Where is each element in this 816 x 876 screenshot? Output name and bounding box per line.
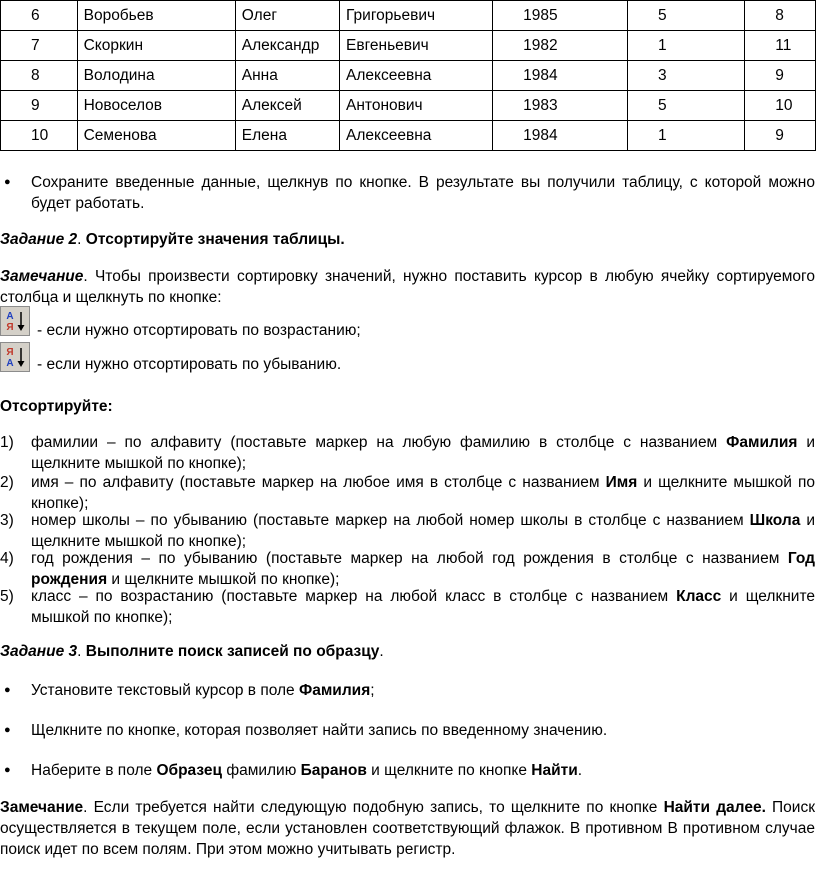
table-cell: Олег [235,1,339,31]
table-cell: 1983 [493,91,628,121]
sort-ascending-text: - если нужно отсортировать по возрастанию; [37,322,361,339]
bullet-icon: ● [4,764,11,776]
item-number: 3) [0,512,14,529]
table-cell: 9 [745,61,816,91]
bullet-text: Наберите в поле Образец фамилию Баранов и щелкните по кнопке Найти. [31,762,583,779]
table-cell: 5 [627,91,744,121]
bullet-text: Щелкните по кнопке, которая позволяет найти запись по введенному значению. [31,722,608,739]
bullet-icon: ● [4,684,11,696]
table-cell: Володина [77,61,235,91]
table-cell: 1984 [493,61,628,91]
item-text: фамилии – по алфавиту (поставьте маркер на любую фамилию в столбце с названием Фамилия и щелкните мышкой по кнопке); [31,434,816,472]
icon-letter-top: А [6,311,14,322]
sort-ascending-icon [0,306,30,336]
icon-letter-bottom: А [6,358,14,369]
note-label: Замечание [0,799,84,816]
table-cell: Семенова [77,121,235,151]
task-2-heading: Задание 2. Отсортируйте значения таблицы. [0,231,345,248]
table-cell: Евгеньевич [340,31,493,61]
table-cell: Александр [235,31,339,61]
task-label: Задание 2 [0,231,78,248]
table-cell: Елена [235,121,339,151]
table-cell: 8 [1,61,78,91]
table-cell: 1985 [493,1,628,31]
table-cell: 3 [627,61,744,91]
table-row [1,121,816,151]
table-cell: 10 [745,91,816,121]
item-number: 2) [0,474,14,491]
bullet-text: Сохраните введенные данные, щелкнув по кнопке. В результате вы получили таблицу, с которой можно будет работать. [31,174,815,212]
icon-letter-bottom: Я [6,322,14,333]
table-cell: 9 [745,121,816,151]
item-text: год рождения – по убыванию (поставьте маркер на любой год рождения в столбце с названием Год рождения и щелкните мышкой по кнопке); [31,550,815,588]
table-cell: 11 [745,31,816,61]
table-cell: 10 [1,121,78,151]
table-cell: 6 [1,1,78,31]
table-cell: 1 [627,31,744,61]
table-cell: 8 [745,1,816,31]
table-cell: Антонович [340,91,493,121]
table-cell: Воробьев [77,1,235,31]
item-number: 5) [0,588,14,605]
bullet-text: Установите текстовый курсор в поле Фамилия; [31,682,375,699]
bullet-icon: ● [4,176,11,188]
icon-letter-top: Я [6,347,14,358]
item-number: 1) [0,434,14,451]
table-cell: 1982 [493,31,628,61]
table-row [1,61,816,91]
table-cell: Алексеевна [340,121,493,151]
task-3-heading: Задание 3. Выполните поиск записей по образцу. [0,643,384,660]
table-row [1,31,816,61]
students-table [0,0,816,151]
note-paragraph: Замечание. Если требуется найти следующую подобную запись, то щелкните по кнопке Найти далее. Поиск осуществляется в текущем поле, если установлен соответствующий флажок. В противном В противном случае поиск идет по всем полям. При этом можно учитывать регистр. [0,799,815,858]
table-row [1,1,816,31]
table-cell: Григорьевич [340,1,493,31]
sort-heading: Отсортируйте: [0,398,113,415]
sort-descending-text: - если нужно отсортировать по убыванию. [37,356,342,373]
table-cell: 9 [1,91,78,121]
item-text: имя – по алфавиту (поставьте маркер на любое имя в столбце с названием Имя и щелкните мышкой по кнопке); [31,474,815,512]
table-cell: 7 [1,31,78,61]
task-title: Выполните поиск записей по образцу [85,643,380,660]
table-row [1,91,816,121]
item-text: номер школы – по убыванию (поставьте маркер на любой номер школы в столбце с названием Школа и щелкните мышкой по кнопке); [31,512,816,550]
table-cell: Алексеевна [340,61,493,91]
bullet-icon: ● [4,724,11,736]
table-cell: Скоркин [77,31,235,61]
table-cell: 5 [627,1,744,31]
task-label: Задание 3 [0,643,78,660]
task-title: Отсортируйте значения таблицы. [85,231,345,248]
item-number: 4) [0,550,14,567]
table-cell: Новоселов [77,91,235,121]
table-cell: Анна [235,61,339,91]
note-label: Замечание [0,268,84,285]
sort-descending-icon [0,342,30,372]
table-cell: Алексей [235,91,339,121]
item-text: класс – по возрастанию (поставьте маркер на любой класс в столбце с названием Класс и щелкните мышкой по кнопке); [31,588,815,626]
table-cell: 1984 [493,121,628,151]
note-paragraph: Замечание. Чтобы произвести сортировку значений, нужно поставить курсор в любую ячейку сортируемого столбца и щелкнуть по кнопке: [0,268,815,306]
table-cell: 1 [627,121,744,151]
